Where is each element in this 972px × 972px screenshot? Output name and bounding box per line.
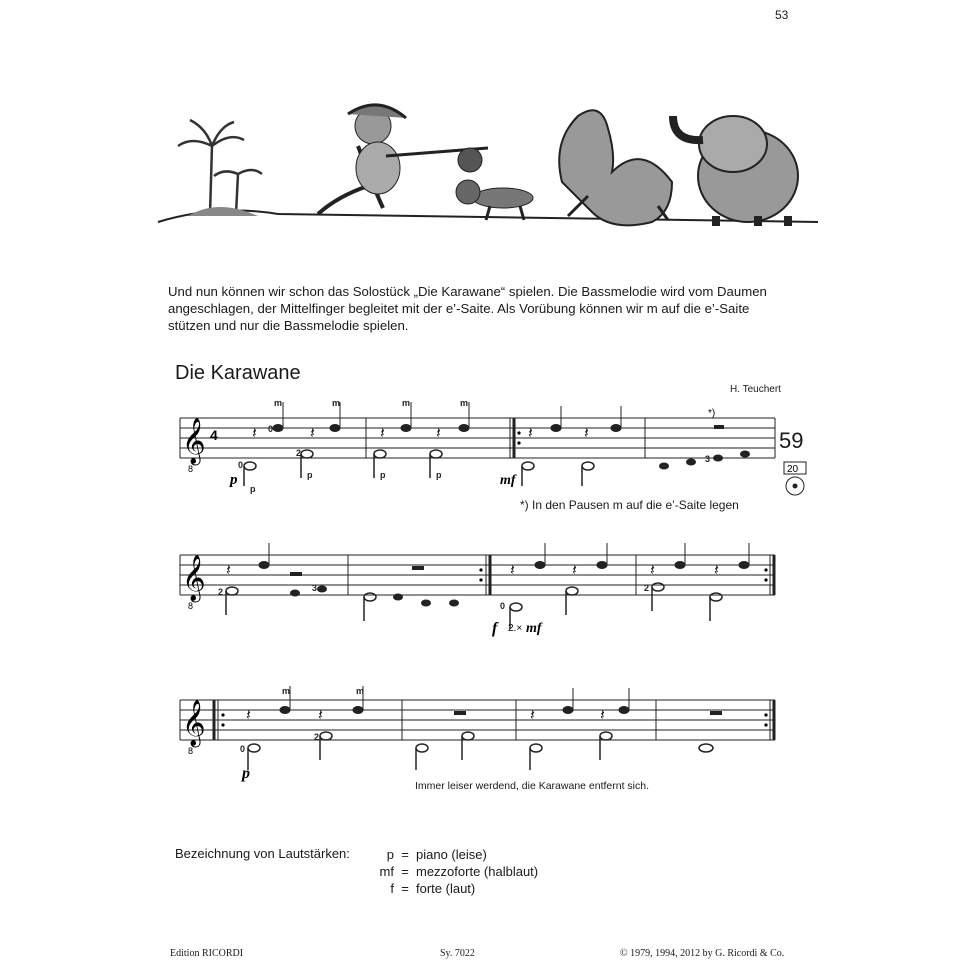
treble-clef: 𝄞 (182, 555, 206, 600)
legend-row (360, 846, 538, 863)
finger-m: m (356, 686, 365, 696)
music-system-3 (170, 680, 780, 780)
finger-m: m (282, 686, 291, 696)
svg-text:𝄽: 𝄽 (530, 707, 535, 724)
svg-text:𝄽: 𝄽 (528, 425, 533, 442)
fingering: 2 (644, 583, 650, 593)
bundle-icon (458, 148, 482, 172)
finger-p: p (250, 484, 256, 494)
clef-octave: 8 (188, 601, 194, 611)
legend-abbr: p (386, 847, 394, 862)
footnote (520, 498, 739, 512)
legend-equals: = (401, 864, 409, 879)
finger-p: p (307, 470, 313, 480)
finger-m: m (274, 398, 283, 408)
fingering: 2 (218, 587, 224, 597)
svg-text:𝄽: 𝄽 (252, 425, 257, 442)
finger-p: p (380, 470, 386, 480)
treble-clef: 𝄞 (182, 700, 206, 745)
fingering: 0 (500, 601, 506, 611)
svg-text:𝄽: 𝄽 (600, 707, 605, 724)
fingering: 2 (314, 732, 320, 742)
finger-m: m (402, 398, 411, 408)
page-number: 53 (775, 8, 789, 22)
expression-text: Immer leiser werdend, die Karawane entfernt sich. (415, 780, 650, 792)
svg-text:𝄽: 𝄽 (510, 562, 515, 579)
dynamic-p: p (230, 472, 238, 488)
composer: H. Teuchert (730, 384, 781, 395)
dynamic-mf: mf (526, 621, 542, 636)
catalog-number: Sy. 7022 (440, 948, 475, 959)
svg-text:𝄽: 𝄽 (584, 425, 589, 442)
finger-m: m (332, 398, 341, 408)
fingering: 0 (268, 424, 274, 434)
dynamics-legend-label: Bezeichnung von Lautstärken: (175, 846, 350, 861)
svg-text:𝄽: 𝄽 (380, 425, 385, 442)
music-system-2 (170, 545, 780, 640)
track-number: 59 (779, 428, 804, 453)
legend-row (360, 863, 538, 880)
legend-equals: = (401, 881, 409, 896)
svg-text:𝄽: 𝄽 (714, 562, 719, 579)
publisher: Edition RICORDI (170, 948, 244, 959)
legend-meaning: piano (leise) (416, 847, 487, 862)
piece-title: Die Karawane (175, 362, 301, 384)
footnote-marker: *) (520, 498, 529, 512)
treble-clef: 𝄞 (182, 418, 206, 463)
elephant-icon (673, 116, 798, 226)
cd-icon (784, 462, 806, 495)
svg-text:𝄽: 𝄽 (572, 562, 577, 579)
footnote-marker: *) (708, 408, 716, 419)
caravan-illustration (158, 96, 818, 228)
fingering: 3 (312, 583, 318, 593)
legend-equals: = (401, 847, 409, 862)
svg-text:𝄽: 𝄽 (436, 425, 441, 442)
svg-text:𝄽: 𝄽 (226, 562, 231, 579)
intro-paragraph: Und nun können wir schon das Solostück „Die Karawane“ spielen. Die Bassmelodie wird vom Daumen angeschlagen, der Mittelfinger begleitet mit der e’-Saite. Als Vorübung können wir m auf die e’-Saite stützen und nur die Bassmelodie spielen. (168, 284, 767, 333)
dynamic-p: p (242, 765, 250, 782)
fingering: 0 (240, 744, 246, 754)
fingering: 3 (705, 454, 711, 464)
dynamic-mf: mf (500, 473, 516, 488)
fingering: 0 (238, 460, 244, 470)
legend-row (360, 880, 538, 897)
clef-octave: 8 (188, 746, 194, 756)
fingering: 2 (296, 448, 302, 458)
time-signature: 4 (210, 427, 218, 443)
finger-m: m (460, 398, 469, 408)
camel-icon (559, 110, 672, 225)
dog-icon (456, 180, 533, 220)
palm-tree-icon (178, 120, 262, 214)
legend-abbr: mf (379, 864, 394, 879)
svg-text:𝄽: 𝄽 (246, 707, 251, 724)
svg-text:𝄽: 𝄽 (650, 562, 655, 579)
footnote-text: In den Pausen m auf die e’-Saite legen (532, 498, 739, 512)
svg-text:𝄽: 𝄽 (310, 425, 315, 442)
legend-meaning: mezzoforte (halblaut) (416, 864, 539, 879)
copyright: © 1979, 1994, 2012 by G. Ricordi & Co. (620, 948, 785, 959)
dynamics-legend (360, 846, 538, 897)
cd-track-number: 20 (787, 464, 799, 475)
legend-abbr: f (390, 881, 394, 896)
svg-text:𝄽: 𝄽 (318, 707, 323, 724)
dynamic-repeat: 2.× (508, 623, 523, 634)
finger-p: p (436, 470, 442, 480)
clef-octave: 8 (188, 464, 194, 474)
dynamic-f: f (492, 620, 498, 637)
legend-meaning: forte (laut) (416, 881, 476, 896)
